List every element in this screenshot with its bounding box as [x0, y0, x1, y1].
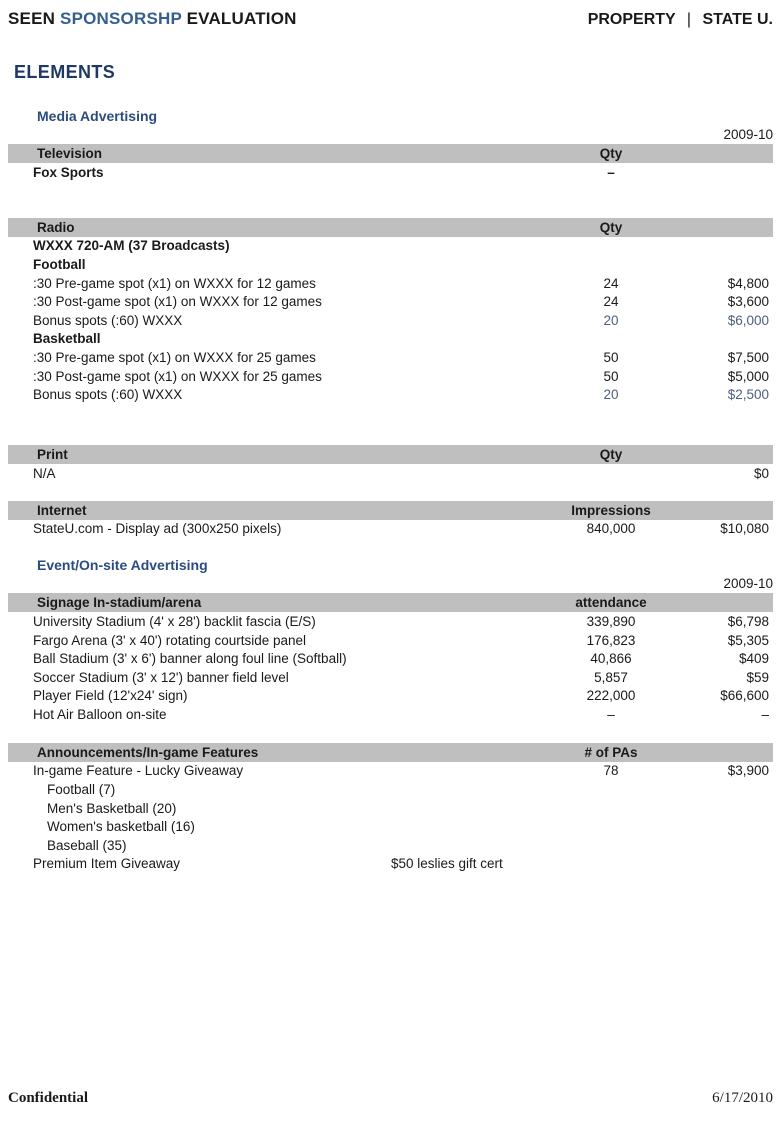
table-row [8, 348, 773, 367]
row-description: In-game Feature - Lucky Giveaway [33, 763, 244, 779]
row-qty: 222,000 [586, 688, 636, 704]
table-row [8, 311, 773, 330]
table-row [8, 330, 773, 349]
table-radio [8, 218, 773, 404]
page-title: ELEMENTS [14, 62, 116, 82]
report-title-sponsorship: SPONSORSHP [60, 9, 182, 28]
table-row [8, 817, 773, 836]
table-rows-internet [8, 520, 773, 539]
row-description: StateU.com - Display ad (300x250 pixels) [33, 521, 282, 537]
column-header: attendance [575, 595, 647, 611]
row-qty: 50 [603, 349, 619, 365]
table-rows-television [8, 163, 773, 182]
row-qty: – [607, 706, 615, 722]
row-description: Hot Air Balloon on-site [33, 706, 167, 722]
table-signage [8, 593, 773, 724]
table-row [8, 649, 773, 668]
table-row [8, 668, 773, 687]
row-value: $7,500 [727, 349, 769, 365]
table-title: Print [37, 446, 68, 462]
row-qty: 24 [603, 275, 619, 291]
row-description: Football [33, 256, 86, 272]
row-description: Fargo Arena (3' x 40') rotating courtside panel [33, 632, 307, 648]
table-title: Announcements/In-game Features [37, 744, 259, 760]
row-value: $3,600 [727, 294, 769, 310]
table-row [8, 687, 773, 706]
table-row [8, 367, 773, 386]
row-value: $59 [746, 669, 769, 685]
page-footer [0, 1090, 781, 1107]
property-title [588, 11, 773, 29]
row-qty: 50 [603, 368, 619, 384]
row-value: $3,900 [727, 763, 769, 779]
row-qty: 78 [603, 763, 619, 779]
row-description: University Stadium (4' x 28') backlit fascia (E/S) [33, 613, 316, 629]
table-rows-announcements [8, 762, 773, 874]
table-print [8, 445, 773, 483]
report-title-seen: SEEN [8, 9, 56, 28]
table-announcements [8, 743, 773, 874]
row-description: N/A [33, 465, 56, 481]
table-header-radio [8, 218, 773, 237]
table-rows-print [8, 464, 773, 483]
column-header: # of PAs [584, 744, 638, 760]
row-qty: 20 [603, 387, 619, 403]
season-label-media: 2009-10 [723, 127, 773, 142]
row-qty: – [607, 164, 615, 180]
org-label: STATE U. [702, 11, 773, 28]
row-value: $5,305 [727, 632, 769, 648]
footer-date: 6/17/2010 [712, 1090, 773, 1106]
row-description: Men's Basketball (20) [47, 800, 177, 816]
table-title: Signage In-stadium/arena [37, 595, 202, 611]
table-television [8, 144, 773, 182]
row-qty: 40,866 [590, 651, 632, 667]
table-header-internet [8, 501, 773, 520]
report-title-evaluation: EVALUATION [186, 9, 297, 28]
row-value: $409 [738, 651, 769, 667]
row-value: $5,000 [727, 368, 769, 384]
table-row [8, 292, 773, 311]
season-label-event: 2009-10 [723, 576, 773, 592]
table-row [8, 705, 773, 724]
table-header-signage [8, 593, 773, 612]
row-qty: 5,857 [594, 669, 628, 685]
row-description: Bonus spots (:60) WXXX [33, 387, 183, 403]
row-qty: 176,823 [586, 632, 636, 648]
column-header: Qty [599, 446, 623, 462]
section-heading-media: Media Advertising [37, 108, 158, 124]
row-description: Ball Stadium (3' x 6') banner along foul line (Softball) [33, 651, 347, 667]
table-row [8, 163, 773, 182]
property-label: PROPERTY [587, 11, 676, 28]
table-row [8, 255, 773, 274]
section-heading-event: Event/On-site Advertising [37, 557, 208, 574]
table-header-print [8, 445, 773, 464]
column-header: Qty [599, 146, 623, 161]
confidential-label: Confidential [8, 1090, 89, 1106]
row-description: Bonus spots (:60) WXXX [33, 312, 183, 328]
row-value: $10,080 [720, 521, 769, 537]
row-description: Baseball (35) [47, 837, 127, 853]
row-description: WXXX 720-AM (37 Broadcasts) [33, 238, 230, 254]
table-header-television [8, 144, 773, 163]
table-row [8, 464, 773, 483]
row-value: $2,500 [727, 387, 769, 403]
table-row [8, 631, 773, 650]
table-rows-radio [8, 237, 773, 404]
row-description: Basketball [33, 331, 101, 347]
row-value: $6,798 [727, 613, 769, 629]
column-header: Impressions [571, 502, 651, 518]
table-row [8, 612, 773, 631]
table-title: Television [37, 146, 103, 161]
row-value: $6,000 [727, 312, 769, 328]
table-row [8, 520, 773, 539]
table-rows-signage [8, 612, 773, 724]
table-row [8, 836, 773, 855]
top-header [0, 0, 781, 29]
row-value: – [761, 706, 769, 722]
table-internet [8, 501, 773, 539]
table-title: Radio [37, 219, 75, 235]
row-description: :30 Pre-game spot (x1) on WXXX for 12 games [33, 275, 316, 291]
row-value: $0 [753, 465, 769, 481]
row-value: $4,800 [727, 275, 769, 291]
table-row [8, 855, 773, 874]
row-qty: 339,890 [586, 613, 636, 629]
report-title [8, 9, 297, 29]
row-description: Women's basketball (16) [47, 819, 195, 835]
table-row [8, 780, 773, 799]
table-title: Internet [37, 502, 87, 518]
row-description: Fox Sports [33, 164, 104, 180]
row-description: :30 Pre-game spot (x1) on WXXX for 25 games [33, 349, 316, 365]
table-row [8, 799, 773, 818]
row-qty: 20 [603, 312, 619, 328]
row-description: Player Field (12'x24' sign) [33, 688, 188, 704]
row-note: $50 leslies gift cert [391, 856, 503, 872]
row-description: Football (7) [47, 782, 116, 798]
row-qty: 840,000 [586, 521, 636, 537]
row-description: Premium Item Giveaway [33, 856, 181, 872]
table-row [8, 237, 773, 256]
row-description: :30 Post-game spot (x1) on WXXX for 25 games [33, 368, 322, 384]
row-value: $66,600 [720, 688, 769, 704]
column-header: Qty [599, 219, 623, 235]
table-header-announcements [8, 743, 773, 762]
row-qty: 24 [603, 294, 619, 310]
table-row [8, 762, 773, 781]
row-description: :30 Post-game spot (x1) on WXXX for 12 games [33, 294, 322, 310]
table-row [8, 274, 773, 293]
row-description: Soccer Stadium (3' x 12') banner field level [33, 669, 289, 685]
table-row [8, 385, 773, 404]
pipe-separator: | [686, 11, 692, 28]
